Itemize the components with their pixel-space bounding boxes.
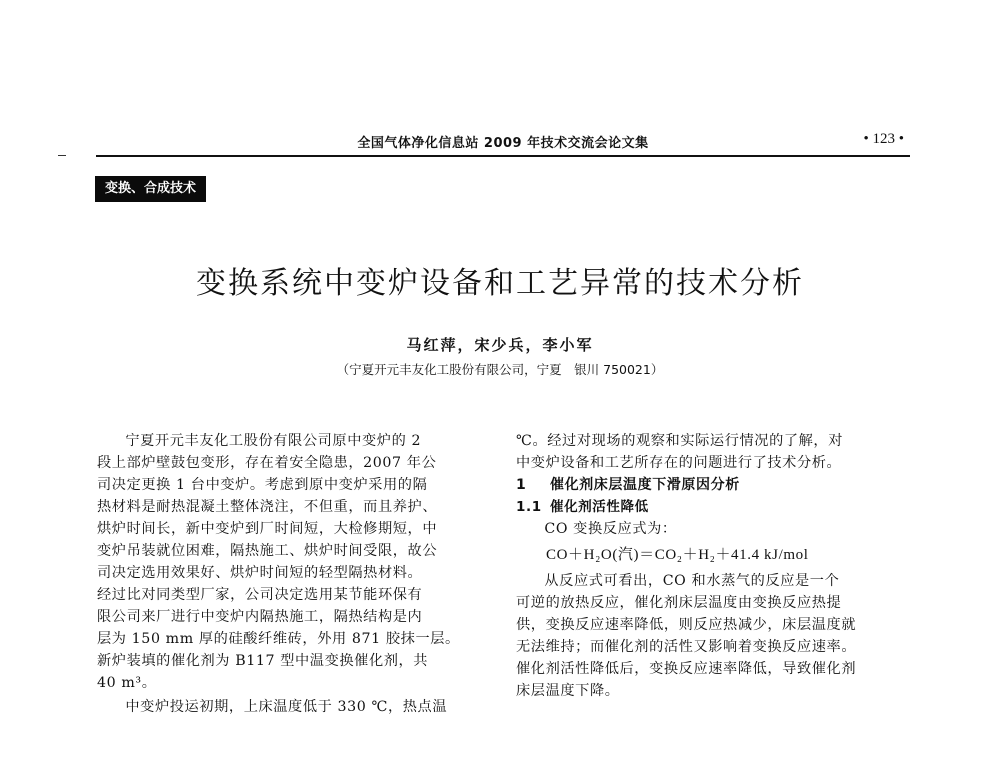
body-line: ℃。经过对现场的观察和实际运行情况的了解，对 (516, 433, 844, 449)
body-line: 司决定选用效果好、烘炉时间短的轻型隔热材料。 (97, 565, 423, 581)
article-authors: 马红萍，宋少兵，李小军 (406, 336, 594, 354)
body-line: 段上部炉壁鼓包变形，存在着安全隐患，2007 年公 (97, 455, 437, 471)
body-line: 经过比对同类型厂家，公司决定选用某节能环保有 (97, 587, 423, 603)
body-line: 新炉装填的催化剂为 B117 型中温变换催化剂，共 (97, 653, 429, 669)
body-line: 变炉吊装就位困难，隔热施工、烘炉时间受限，故公 (97, 543, 438, 559)
body-line-clipped: 中变炉投运初期，上床温度低于 330 ℃，热点温 (125, 699, 448, 715)
body-line: 层为 150 mm 厚的硅酸纤维砖，外用 871 胶抹一层。 (97, 631, 460, 647)
body-line: 烘炉时间长，新中变炉到厂时间短，大检修期短，中 (97, 521, 438, 537)
right-column (516, 430, 916, 698)
body-line: 从反应式可看出，CO 和水蒸气的反应是一个 (544, 573, 840, 589)
page-number: • 123 • (863, 131, 904, 147)
body-line: 40 m³。 (97, 675, 157, 691)
body-line: 热材料是耐热混凝土整体浇注，不但重，而且养护、 (97, 499, 438, 515)
left-column (97, 430, 497, 716)
equation-intro: CO 变换反应式为： (544, 521, 677, 537)
heading-number: 1.1 (516, 499, 542, 515)
heading-text: 催化剂活性降低 (550, 499, 649, 515)
section-heading-1-1 (516, 496, 916, 518)
running-header (96, 128, 910, 156)
section-tag: 变换、合成技术 (95, 176, 206, 202)
heading-number: 1 (516, 477, 527, 493)
header-rule (96, 155, 910, 157)
body-line: 中变炉设备和工艺所存在的问题进行了技术分析。 (516, 455, 842, 471)
body-line: 限公司来厂进行中变炉内隔热施工，隔热结构是内 (97, 609, 423, 625)
article-title: 变换系统中变炉设备和工艺异常的技术分析 (196, 266, 804, 301)
article-affiliation: （宁夏开元丰友化工股份有限公司，宁夏 银川 750021） (336, 362, 664, 377)
body-line: 宁夏开元丰友化工股份有限公司原中变炉的 2 (125, 433, 422, 449)
body-line: 可逆的放热反应，催化剂床层温度由变换反应热提 (516, 595, 842, 611)
chemical-equation: CO＋H₂O(汽)＝CO₂＋H₂＋41.4 kJ/mol (546, 547, 809, 563)
section-heading-1 (516, 474, 916, 496)
body-line: 供，变换反应速率降低，则反应热减少，床层温度就 (516, 617, 857, 633)
body-line-clipped: 床层温度下降。 (516, 683, 620, 698)
body-line: 司决定更换 1 台中变炉。考虑到原中变炉采用的隔 (97, 477, 428, 493)
journal-title: 全国气体净化信息站 2009 年技术交流会论文集 (357, 136, 649, 151)
body-line: 无法维持；而催化剂的活性又影响着变换反应速率。 (516, 639, 857, 655)
heading-text: 催化剂床层温度下滑原因分析 (550, 477, 740, 493)
scan-mark (58, 155, 66, 156)
body-line: 催化剂活性降低后，变换反应速率降低，导致催化剂 (516, 661, 857, 677)
